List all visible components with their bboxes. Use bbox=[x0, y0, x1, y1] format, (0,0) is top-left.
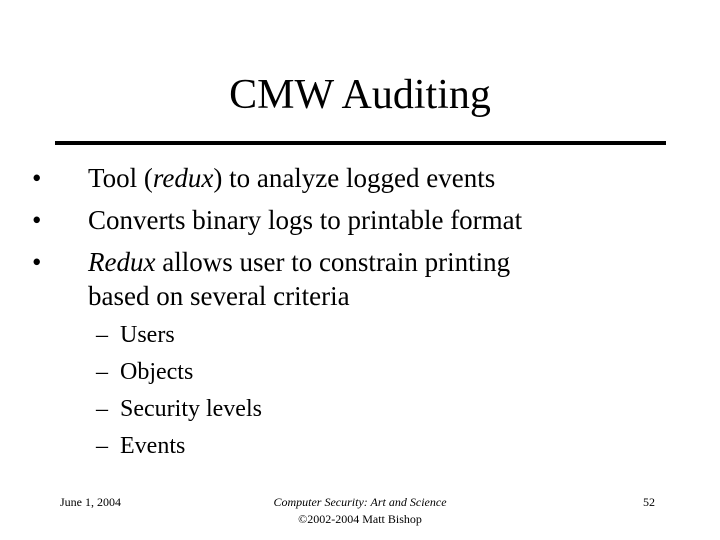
sub-bullet-text: Security levels bbox=[120, 396, 262, 422]
bullet-text: Tool ( bbox=[88, 163, 153, 193]
footer-book-title: Computer Security: Art and Science bbox=[273, 495, 447, 509]
sub-bullet-item bbox=[96, 394, 262, 424]
dash-marker: – bbox=[96, 359, 108, 385]
title-divider bbox=[55, 141, 666, 145]
bullet-marker: • bbox=[32, 247, 42, 277]
dash-marker: – bbox=[96, 396, 108, 422]
bullet-marker: • bbox=[32, 163, 42, 193]
footer-copyright: ©2002-2004 Matt Bishop bbox=[298, 512, 422, 526]
bullet-text: based on several criteria bbox=[88, 281, 350, 311]
bullet-text: Converts binary logs to printable format bbox=[88, 205, 523, 235]
sub-bullet-item bbox=[96, 357, 194, 387]
dash-marker: – bbox=[96, 433, 108, 459]
sub-bullet-item bbox=[96, 320, 175, 350]
dash-marker: – bbox=[96, 322, 108, 348]
bullet-marker: • bbox=[32, 205, 42, 235]
bullet-text: ) to analyze logged events bbox=[213, 163, 496, 193]
footer-center bbox=[210, 494, 510, 528]
sub-bullet-text: Objects bbox=[120, 359, 194, 385]
bullet-text-italic: Redux bbox=[88, 247, 156, 277]
sub-bullet-text: Users bbox=[120, 322, 175, 348]
bullet-text: allows user to constrain printing bbox=[155, 247, 511, 277]
page-number: 52 bbox=[643, 495, 655, 509]
bullet-text-italic: redux bbox=[152, 163, 214, 193]
sub-bullet-text: Events bbox=[120, 433, 186, 459]
slide-title: CMW Auditing bbox=[229, 72, 491, 118]
footer-date: June 1, 2004 bbox=[60, 495, 121, 509]
sub-bullet-item bbox=[96, 431, 186, 461]
